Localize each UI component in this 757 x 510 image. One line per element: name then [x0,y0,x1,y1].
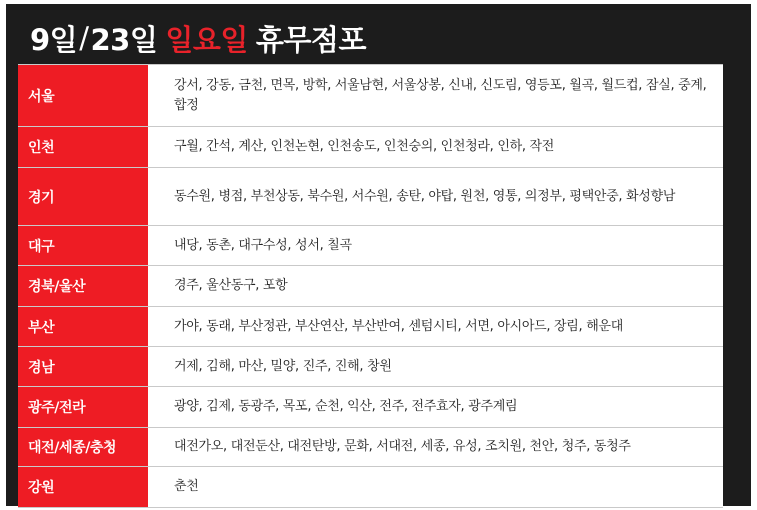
store-list-text: 구월, 간석, 계산, 인천논현, 인천송도, 인천숭의, 인천청라, 인하, 작전 [174,139,555,154]
store-list [148,387,723,427]
closed-stores-table [18,64,723,508]
store-list-text: 춘천 [174,479,199,494]
table-row [18,127,723,168]
notice-panel [6,4,751,506]
title-date-second: 23일 [90,22,158,57]
store-list-text: 내당, 동촌, 대구수성, 성서, 칠곡 [174,237,352,253]
store-list-text: 동수원, 병점, 부천상동, 북수원, 서수원, 송탄, 야탑, 원천, 영통, 의정부, 평택안중, 화성향남 [174,188,676,204]
region-label: 대전/세종/충청 [18,428,148,466]
table-row [18,65,723,127]
table-row [18,428,723,467]
region-label: 경기 [18,168,148,225]
table-row [18,467,723,508]
region-label: 광주/전라 [18,387,148,427]
title-date-day: 9일 [30,22,78,57]
table-row [18,168,723,226]
store-list [148,168,723,225]
title-weekday: 일요일 [165,22,248,57]
title-caption: 휴무점포 [255,22,366,57]
store-list-text: 강서, 강동, 금천, 면목, 방학, 서울남현, 서울상봉, 신내, 신도림, 영등포, 월곡, 월드컵, 잠실, 중계, 합정 [174,77,707,113]
region-label: 경남 [18,347,148,386]
region-label: 강원 [18,467,148,507]
store-list [148,307,723,346]
region-label: 서울 [18,65,148,126]
page-title [30,18,366,58]
store-list-text: 가야, 동래, 부산정관, 부산연산, 부산반여, 센텀시티, 서면, 아시아드, 장림, 해운대 [174,318,623,334]
store-list [148,226,723,265]
store-list [148,347,723,386]
table-row [18,387,723,428]
store-list [148,467,723,507]
region-label: 대구 [18,226,148,265]
table-row [18,307,723,347]
region-label: 경북/울산 [18,266,148,306]
store-list-text: 광양, 김제, 동광주, 목포, 순천, 익산, 전주, 전주효자, 광주계림 [174,399,518,414]
store-list [148,65,723,126]
store-list-text: 경주, 울산동구, 포항 [174,278,288,293]
table-row [18,266,723,307]
store-list-text: 대전가오, 대전둔산, 대전탄방, 문화, 서대전, 세종, 유성, 조치원, 천안, 청주, 동청주 [174,439,631,454]
region-label: 인천 [18,127,148,167]
title-date-separator: / [79,21,89,55]
store-list [148,266,723,306]
store-list [148,127,723,167]
table-row [18,226,723,266]
region-label: 부산 [18,307,148,346]
store-list [148,428,723,466]
store-list-text: 거제, 김해, 마산, 밀양, 진주, 진해, 창원 [174,358,392,374]
table-row [18,347,723,387]
